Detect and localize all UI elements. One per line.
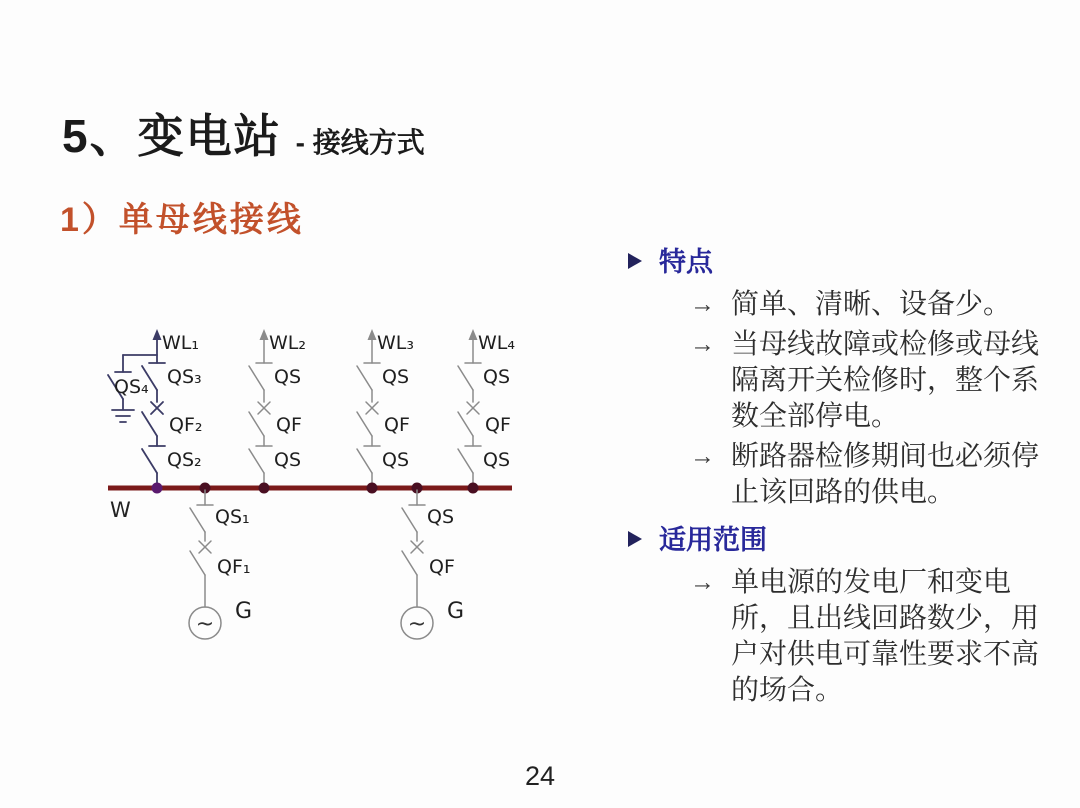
label-qs: QS: [483, 366, 511, 388]
arrow-bullet-icon: →: [690, 290, 715, 318]
earthing-branch-qs4: [108, 355, 157, 422]
label-wl2: WL₂: [269, 332, 306, 354]
list-item: [690, 564, 1064, 708]
label-qs: QS: [274, 366, 302, 388]
section-heading-scope: [628, 518, 1064, 557]
label-qs: QS: [274, 449, 302, 471]
list-item-text: 断路器检修期间也必须停止该回路的供电。: [731, 440, 1040, 507]
bus-junction-dot: [259, 483, 270, 494]
label-qs: QS: [382, 449, 410, 471]
list-item-text: 当母线故障或检修或母线隔离开关检修时，整个系数全部停电。: [731, 328, 1040, 431]
heading-label: 特点: [659, 247, 713, 277]
label-qs: QS: [427, 506, 455, 528]
label-qs3: QS₃: [167, 366, 202, 388]
chevron-arrow-bullet-icon: [628, 253, 642, 269]
label-qs4: QS₄: [114, 376, 149, 398]
source-branch-1: [189, 490, 252, 639]
list-item: [690, 286, 1064, 322]
features-list: [690, 286, 1064, 510]
label-wl3: WL₃: [377, 332, 414, 354]
label-qf: QF: [485, 414, 511, 436]
feeder-wl4: [458, 329, 515, 490]
label-g: G: [235, 599, 253, 624]
arrow-bullet-icon: →: [690, 330, 715, 358]
source-branch-2: [401, 490, 464, 639]
section-subtitle: 1）单母线接线: [60, 201, 304, 239]
arrow-bullet-icon: →: [690, 568, 715, 596]
label-qf2: QF₂: [169, 414, 203, 436]
label-qs1: QS₁: [215, 506, 250, 528]
scope-list: [690, 564, 1064, 708]
label-qs: QS: [382, 366, 410, 388]
title-main: 5、变电站: [62, 110, 282, 162]
arrow-bullet-icon: →: [690, 442, 715, 470]
label-qf1: QF₁: [217, 556, 251, 578]
label-bus-w: W: [110, 498, 131, 522]
chevron-arrow-bullet-icon: [628, 531, 642, 547]
feeder-wl3: [357, 329, 414, 490]
label-qf: QF: [276, 414, 302, 436]
bus-junction-dot: [468, 483, 479, 494]
list-item-text: 简单、清晰、设备少。: [731, 288, 1012, 319]
label-wl1: WL₁: [162, 332, 199, 354]
section-heading-features: [628, 240, 1064, 279]
label-qs: QS: [483, 449, 511, 471]
heading-label: 适用范围: [659, 525, 767, 555]
page-number: 24: [524, 761, 556, 791]
label-qf: QF: [429, 556, 455, 578]
generator-tilde: ~: [195, 612, 215, 637]
label-qs2: QS₂: [167, 449, 202, 471]
list-item: [690, 326, 1064, 434]
bus-junction-dot: [152, 483, 163, 494]
feeder-wl2: [249, 329, 306, 490]
title-sub: - 接线方式: [295, 127, 425, 158]
label-qf: QF: [384, 414, 410, 436]
list-item-text: 单电源的发电厂和变电所，且出线回路数少，用户对供电可靠性要求不高的场合。: [731, 566, 1040, 705]
label-wl4: WL₄: [478, 332, 515, 354]
list-item: [690, 438, 1064, 510]
notes-panel: [628, 240, 1064, 716]
bus-junction-dot: [367, 483, 378, 494]
generator-tilde: ~: [407, 612, 427, 637]
feeder-wl1: [108, 329, 203, 490]
label-g: G: [447, 599, 465, 624]
